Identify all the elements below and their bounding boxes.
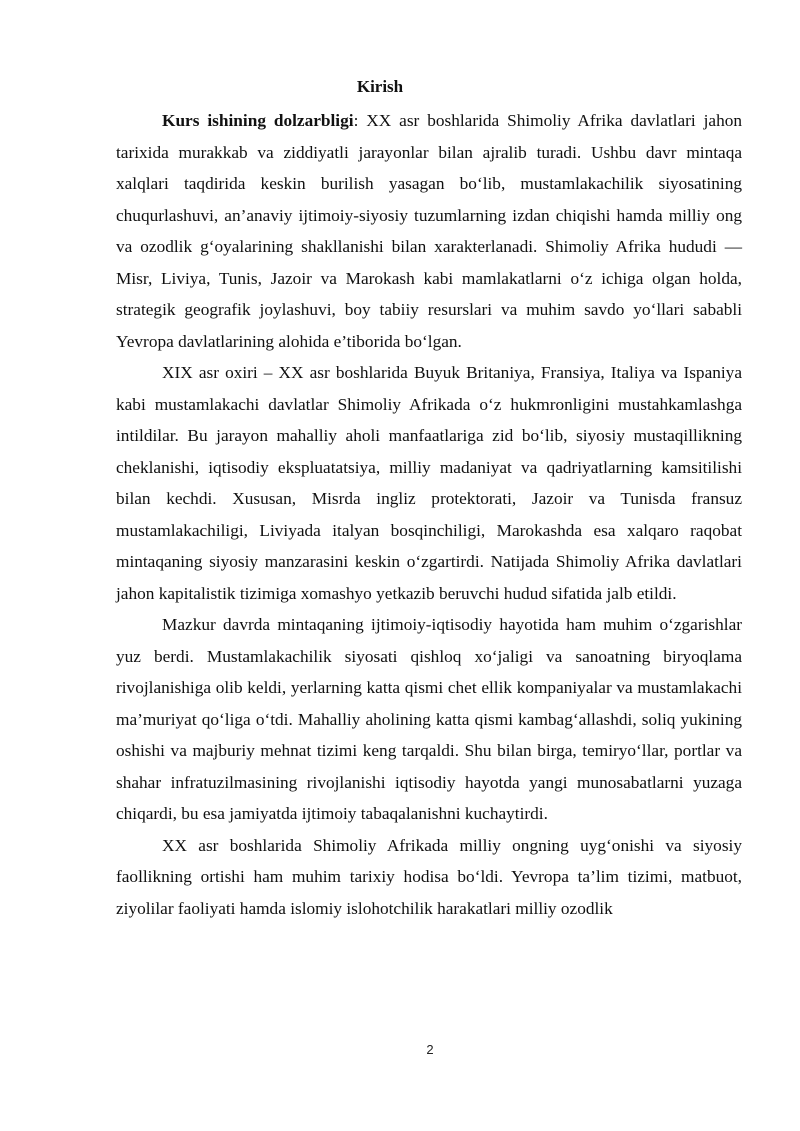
page-number: 2: [426, 1042, 434, 1057]
lead-label: Kurs ishining dolzarbligi: [162, 111, 354, 130]
paragraph-1: [116, 105, 742, 357]
paragraph-1-text: XX asr boshlarida Shimoliy Afrika davlatlari jahon tarixida murakkab va ziddiyatli jarayonlar bilan ajralib turadi. Ushbu davr mintaqa xalqlari taqdirida keskin burilish yasagan bo‘lib, mustamlakachilik siyosatining chuqurlashuvi, an’anaviy ijtimoiy-siyosiy tuzumlarning izdan chiqishi hamda milliy ong va ozodlik g‘oyalarining shakllanishi bilan xarakterlanadi. Shimoliy Afrika hududi — Misr, Liviya, Tunis, Jazoir va Marokash kabi mamlakatlarni o‘z ichiga olgan holda, strategik geografik joylashuvi, boy tabiiy resurslari va muhim savdo yo‘llari sababli Yevropa davlatlarining alohida e’tiborida bo‘lgan.: [116, 111, 742, 351]
paragraph-4: XX asr boshlarida Shimoliy Afrikada milliy ongning uyg‘onishi va siyosiy faollikning ortishi ham muhim tarixiy hodisa bo‘ldi. Yevropa ta’lim tizimi, matbuot, ziyolilar faoliyati hamda islomiy islohotchilik harakatlari milliy ozodlik: [116, 835, 742, 918]
paragraph-3: Mazkur davrda mintaqaning ijtimoiy-iqtisodiy hayotida ham muhim o‘zgarishlar yuz berdi. Mustamlakachilik siyosati qishloq xo‘jaligi va sanoatning biryoqlama rivojlanishiga olib keldi, yerlarning katta qismi chet ellik kompaniyalar va mustamlakachi ma’muriyat qo‘liga o‘tdi. Mahalliy aholining katta qismi kambag‘allashdi, soliq yukining oshishi va majburiy mehnat tizimi keng tarqaldi. Shu bilan birga, temiryo‘llar, portlar va shahar infratuzilmasining rivojlanishi iqtisodiy hayotda yangi munosabatlarni yuzaga chiqardi, bu esa jamiyatda ijtimoiy tabaqalanishni kuchaytirdi.: [116, 615, 742, 823]
body-text: [116, 105, 742, 924]
section-heading: Kirish: [356, 77, 404, 96]
paragraph-2: XIX asr oxiri – XX asr boshlarida Buyuk Britaniya, Fransiya, Italiya va Ispaniya kabi mustamlakachi davlatlar Shimoliy Afrikada o‘z hukmronligini mustahkamlashga intildilar. Bu jarayon mahalliy aholi manfaatlariga zid bo‘lib, siyosiy mustaqillikning cheklanishi, iqtisodiy ekspluatatsiya, milliy madaniyat va qadriyatlarning kamsitilishi bilan kechdi. Xususan, Misrda ingliz protektorati, Jazoir va Tunisda fransuz mustamlakachiligi, Liviyada italyan bosqinchiligi, Marokashda esa xalqaro raqobat mintaqaning siyosiy manzarasini keskin o‘zgartirdi. Natijada Shimoliy Afrika davlatlari jahon kapitalistik tizimiga xomashyo yetkazib beruvchi hudud sifatida jalb etildi.: [116, 363, 742, 603]
lead-separator: :: [353, 111, 367, 130]
